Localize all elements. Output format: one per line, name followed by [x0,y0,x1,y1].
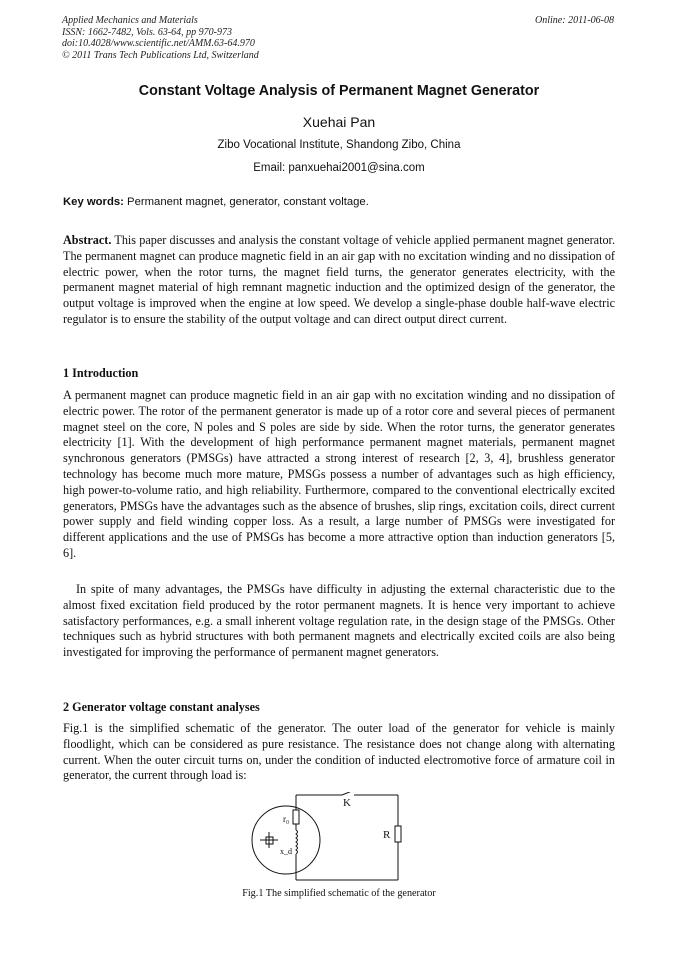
keywords [63,196,615,208]
doi: doi:10.4028/www.scientific.net/AMM.63-64.970 [62,38,255,49]
paper-title: Constant Voltage Analysis of Permanent Magnet Generator [138,83,540,99]
keywords-label: Key words: [63,196,124,208]
armature-coil [296,830,298,854]
section2-paragraph-1: Fig.1 is the simplified schematic of the generator. The outer load of the generator for vehicle is mainly floodlight, which can be considered as pure resistance. The resistance does not change along with alternating current. When the outer circuit turns on, under the condition of inducted electromotive force of armature coil in generator, the current through load is: [63,721,615,783]
issn: ISSN: 1662-7482, Vols. 63-64, pp 970-973 [62,26,232,38]
generator-schematic [250,792,410,884]
switch-blade [342,792,352,795]
section-heading-introduction: 1 Introduction [63,366,139,380]
journal-header [62,15,259,61]
label-switch-k: K [343,797,351,809]
copyright: © 2011 Trans Tech Publications Ltd, Switzerland [62,49,259,61]
intro-paragraph-2: In spite of many advantages, the PMSGs have difficulty in adjusting the external characteristic due to the almost fixed excitation field produced by the rotor permanent magnets. It is hence very important to achieve satisfactory performances, e.g. a small inherent voltage regulation rate, in the design stage of the PMSGs. Other techniques such as hybrid structures with both permanent magnets and electrically excited coils are also being investigated for improving the performance of permanent magnet generators. [63,582,615,660]
section-heading-voltage-analysis: 2 Generator voltage constant analyses [63,700,260,714]
online-date: Online: 2011-06-08 [535,15,614,26]
author-name: Xuehai Pan [302,114,376,130]
author-email: Email: panxuehai2001@sina.com [253,162,425,174]
figure-caption: Fig.1 The simplified schematic of the generator [242,888,436,899]
label-xd: x_d [280,847,292,856]
label-r0: r₀ [283,814,290,824]
keywords-text: Permanent magnet, generator, constant voltage. [127,196,369,208]
abstract-label: Abstract. [63,233,112,247]
abstract [63,233,615,328]
internal-resistance [293,810,299,824]
intro-paragraph-1: A permanent magnet can produce magnetic field in an air gap with no excitation winding and no dissipation of electric power. The rotor of the permanent generator is made up of a rotor core and several pieces of permanent magnet steel on the core, N poles and S poles are side by side. When the rotor turns, the generator generates electricity [1]. With the development of high performance permanent magnet materials, permanent magnet synchronous generators (PMSGs) have attracted a strong interest of research [2, 3, 4], brushless generator technology has become much more mature, PMSGs possess a number of advantages such as high efficiency, high power-to-volume ratio, and high reliability. Furthermore, compared to the conventional electrically excited generators, PMSGs have the advantages such as the absence of brushes, slip rings, excitation coils, direct current power supply and field winding copper loss. As a result, a large number of PMSGs were investigated for different applications and the use of PMSGs has become a more attractive option than induction generators [5, 6]. [63,388,615,560]
abstract-text: This paper discusses and analysis the constant voltage of vehicle applied permanent magnet generator. The permanent magnet can produce magnetic field in an air gap with no excitation winding and no dissipation of electric power, when the rotor turns, the magnet field turns, the generator generates electricity, with the permanent magnet material of high remnant magnetic induction and the optimized design of the generator, the output voltage is improved when the engine at low speed. We develop a single-phase double half-wave electric regulator is to ensure the stability of the output voltage and can direct output direct current. [63,233,615,326]
journal-name: Applied Mechanics and Materials [62,15,198,26]
affiliation: Zibo Vocational Institute, Shandong Zibo, China [217,139,461,151]
label-resistor-r: R [383,829,391,841]
load-resistor [395,826,401,842]
